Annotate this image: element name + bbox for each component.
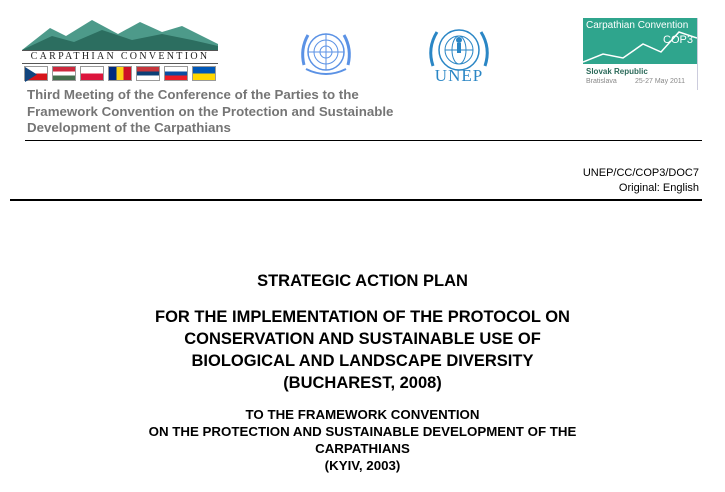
flag-poland-icon: [80, 66, 104, 81]
document-language: Original: English: [618, 182, 699, 194]
meeting-title-line: Development of the Carpathians: [27, 120, 231, 135]
cop3-title: Carpathian Convention: [586, 20, 689, 31]
document-symbol: UNEP/CC/COP3/DOC7: [582, 167, 699, 179]
protocol-heading-line: CONSERVATION AND SUSTAINABLE USE OF: [184, 330, 541, 348]
main-heading: STRATEGIC ACTION PLAN: [257, 272, 468, 290]
carpathian-convention-logo: [22, 16, 222, 86]
header-divider: [25, 140, 702, 141]
meeting-title-line: Framework Convention on the Protection and Sustainable: [27, 103, 394, 119]
convention-name: CARPATHIAN CONVENTION: [22, 50, 218, 64]
meeting-title-line: Third Meeting of the Conference of the Parties to the: [27, 87, 359, 102]
cop3-city: Bratislava: [586, 78, 617, 85]
meeting-title: [27, 87, 497, 137]
cop3-mark: COP3: [663, 34, 693, 46]
un-emblem-icon: [294, 27, 358, 79]
unep-wordmark: UNEP: [434, 66, 484, 85]
convention-heading-line: ON THE PROTECTION AND SUSTAINABLE DEVELOPMENT OF THE: [148, 424, 577, 439]
convention-heading: [0, 406, 725, 474]
flag-serbia-icon: [136, 66, 160, 81]
cop3-dates: 25-27 May 2011: [635, 78, 686, 85]
protocol-heading-line: (BUCHAREST, 2008): [283, 374, 442, 392]
cop3-logo: [583, 18, 698, 90]
protocol-heading-line: BIOLOGICAL AND LANDSCAPE DIVERSITY: [191, 352, 534, 370]
convention-heading-line: CARPATHIANS: [315, 441, 410, 456]
reference-divider: [10, 199, 702, 201]
flag-ukraine-icon: [192, 66, 216, 81]
flag-hungary-icon: [52, 66, 76, 81]
flag-slovakia-icon: [164, 66, 188, 81]
protocol-heading-line: FOR THE IMPLEMENTATION OF THE PROTOCOL ON: [155, 308, 570, 326]
convention-heading-line: TO THE FRAMEWORK CONVENTION: [245, 407, 480, 422]
flag-romania-icon: [108, 66, 132, 81]
convention-heading-line: (KYIV, 2003): [324, 458, 401, 473]
flag-czech-icon: [24, 66, 48, 81]
protocol-heading: [0, 306, 725, 394]
cop3-country: Slovak Republic: [586, 67, 648, 76]
mountains-icon: [22, 16, 218, 50]
cop3-banner: [583, 18, 697, 64]
